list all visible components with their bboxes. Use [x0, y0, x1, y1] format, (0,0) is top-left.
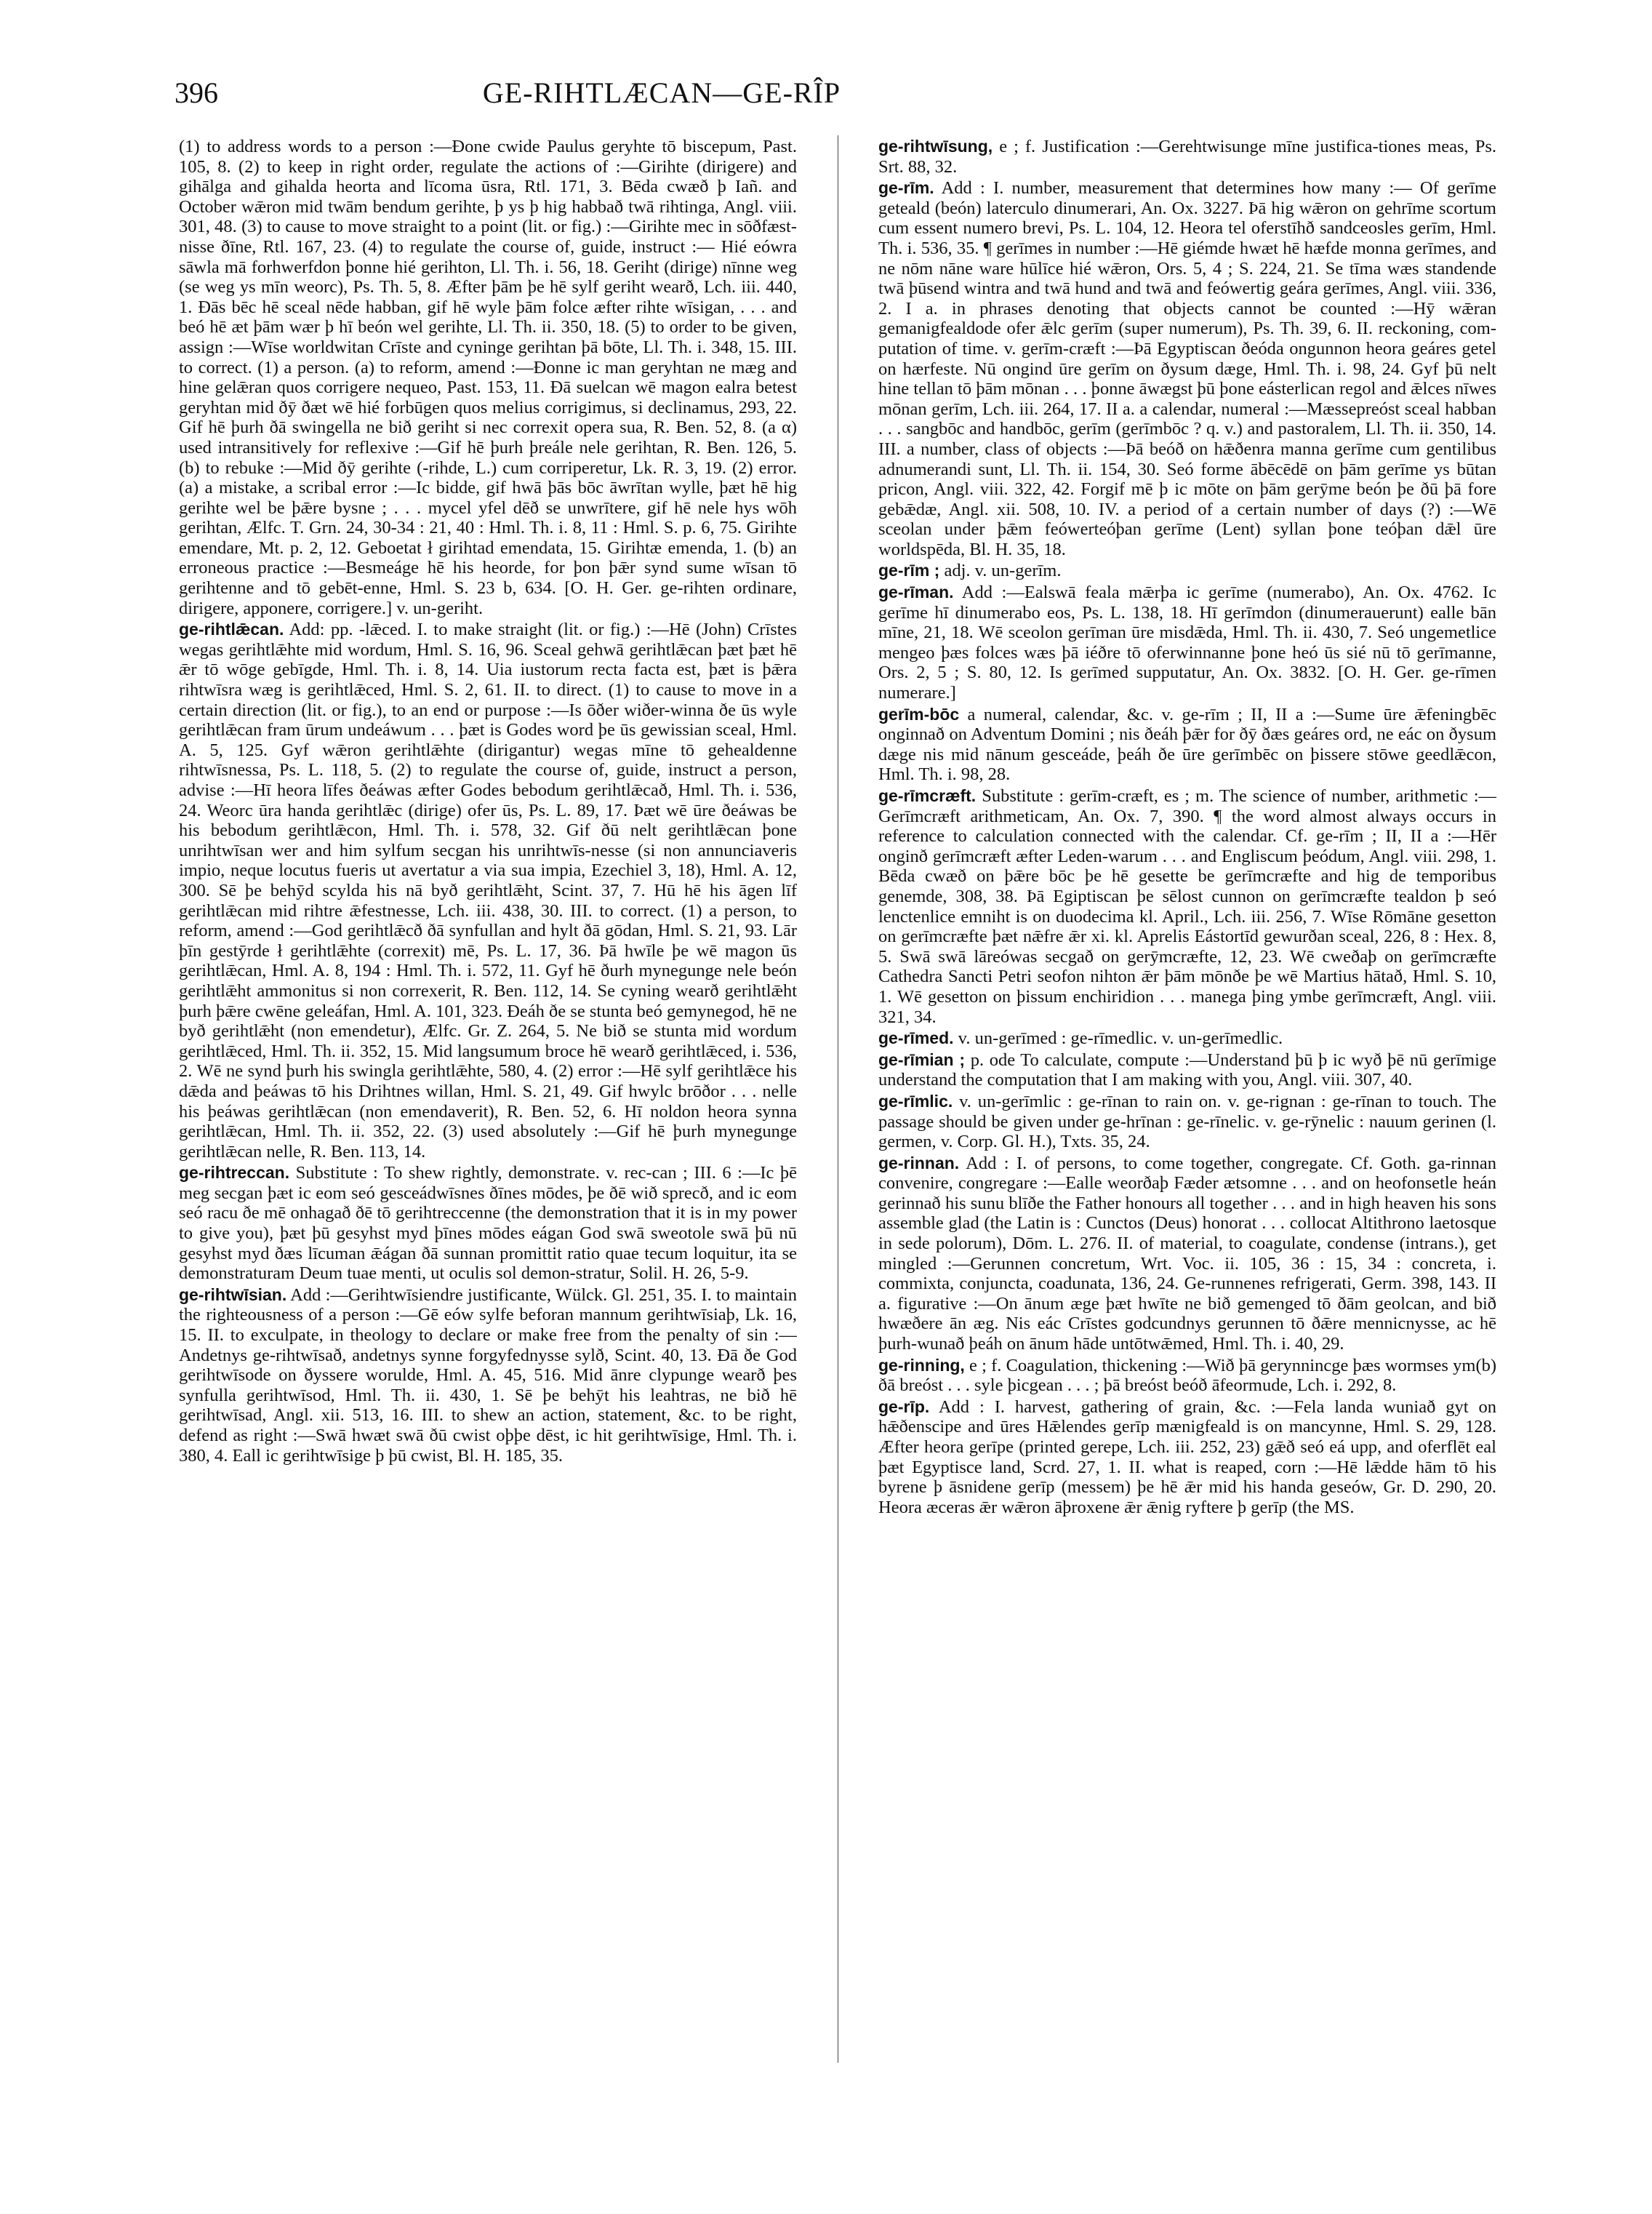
entry-headword: ge-rīmed.	[878, 1028, 954, 1048]
entry-headword: ge-rihtlǣcan.	[179, 620, 284, 639]
entry-headword: ge-rīmcræft.	[878, 786, 977, 805]
dictionary-entry	[878, 705, 1496, 785]
entry-headword: ge-rinning,	[878, 1355, 965, 1375]
entry-text: Add : I. number, measurement that determines how many :— Of gerīme geteald (beón) laterculo dinumerari, An. Ox. 3227. Þā hig wǣron on gehrīme scortum cum essent numero brevi, Ps. L. 104, 12. Heora tel oferstīhð sandceosles gerīm, Hml. Th. i. 536, 35. ¶ gerīmes in number :—Hē giémde hwæt hē hæfde monna gerīmes, and ne nōm nāne ware hūlīce hié wǣron, Ors. 5, 4 ; S. 224, 21. Se tīma wæs standende twā þūsend wintra and twā hund and twā and feówertig geára gerīmes, Angl. viii. 336, 2. I a. in phrases denoting that objects cannot be counted :—Hȳ wǣran gemanigfealdode ofer ǣlc gerīm (super numerum), Ps. Th. 39, 6. II. reckoning, com-putation of time. v. gerīm-cræft :—Þā Egyptiscan ðeóda ongunnon heora geáres getel on hærfeste. Nū ongind ūre gerīm on ðysum dæge, Hml. Th. i. 98, 24. Gyf þū nelt hine tellan tō þām mōnan . . . þonne āwægst þū þone eásterlican regol and ǣlces nīwes mōnan gerīm, Lch. iii. 264, 17. II a. a calendar, numeral :—Mæssepreóst sceal habban . . . sangbōc and handbōc, gerīm (gerīmbōc ? q. v.) and pastoralem, Ll. Th. ii. 350, 14. III. a number, class of objects :—Þā beóð on hǣðenra manna gerīme cum gentilibus adnumerandi sunt, Ll. Th. ii. 154, 30. Seó forme ābēcēdē on þām gerīme ys būtan pricon, Angl. viii. 322, 42. Forgif mē þ ic mōte on þām gerȳme beón þe ðū þā fore gebǣdæ, Angl. xii. 508, 10. IV. a period of a certain number of days (?) :—Wē sceolan under þǣm feówerteóþan gerīme (Lent) syllan þone teóþan dǣl ūre worldspēda, Bl. H. 35, 18.	[878, 178, 1496, 559]
entry-headword: ge-rinnan.	[878, 1153, 960, 1172]
entry-headword: ge-rīmlic.	[878, 1091, 953, 1111]
entry-text: Add : I. harvest, gathering of grain, &c. :—Fela landa wuniað gyt on hǣðenscipe and ūres Hǣlendes gerīp mænigfeald is on mancynne, Hml. S. 29, 128. Æfter heora gerīpe (printed gerepe, Lch. iii. 252, 23) gǣð seó eá upp, and oferflēt eal þæt Egyptisce land, Scrd. 27, 1. II. what is reaped, corn :—Hē lǣdde hām tō his byrene þ āsnidene gerīp (messem) þe hē ǣr mid his handa geseów, Gr. D. 290, 20. Heora æceras ǣr wǣron āþroxene ǣr ǣnig ryftere þ gerīp (the MS.	[878, 1396, 1496, 1517]
dictionary-entry	[878, 137, 1496, 177]
entry-headword: gerīm-bōc	[878, 704, 960, 724]
entry-headword: ge-rīm ;	[878, 561, 940, 580]
entry-text: Add :—Ealswā feala mǣrþa ic gerīme (numerabo), An. Ox. 4762. Ic gerīme hī dinumerabo eos, Ps. L. 138, 18. Hī gerīmdon (dinumerauerunt) ealle bān mīne, 21, 18. Wē sceolon gerīman ūre misdǣda, Hml. Th. ii. 430, 7. Seó ungemetlice mengeo þæs folces wæs þā iéðre tō oferwinnanne þone heó ūs sié nū tō gerīmanne, Ors. 2, 5 ; S. 80, 12. Is gerīmed supputatur, An. Ox. 3832. [O. H. Ger. ge-rīmen numerare.]	[878, 583, 1496, 703]
entry-headword: ge-rīman.	[878, 583, 954, 602]
dictionary-entry	[878, 583, 1496, 703]
page-header	[175, 76, 1149, 119]
entry-headword: ge-rihtwīsian.	[179, 1284, 287, 1304]
dictionary-entry	[179, 620, 797, 1162]
page-number: 396	[175, 76, 218, 109]
entry-text: a numeral, calendar, &c. v. ge-rīm ; II, II a :—Sume ūre ǣfeningbēc onginnað on Adventum Domini ; nis ðeáh þǣr for ðȳ ðæs geáres ord, ne eác on ðysum dæge nis mid nānum gesceáde, þeáh ðe ūre gerīmbēc on þissere stōwe geedlǣcon, Hml. Th. i. 98, 28.	[878, 704, 1496, 785]
right-column	[878, 135, 1496, 2055]
entry-text: Add : I. of persons, to come together, congregate. Cf. Goth. ga-rinnan convenire, congregare :—Ealle weorðaþ Fæder ætsomne . . . and on heofonsetle heán gerinnað his sunu blīðe the Father honours all together . . . and in high heaven his sons assemble glad (the Latin is : Cunctos (Deus) honorat . . . collocat Altithrono laetosque in sede polorum), Dōm. L. 276. II. of material, to coagulate, condense (intrans.), get mingled :—Gerunnen concretum, Wrt. Voc. ii. 105, 36 : 15, 34 : concreta, i. commixta, conjuncta, coadunata, 136, 24. Ge-runnenes refrigerati, Germ. 398, 143. II a. figurative :—On ānum æge þæt hwīte ne bið gemenged tō ðām geolcan, and bið hwæðere ān æg. Nis eác Crīstes godcundnys gerunnen tō ðǣre mennicnysse, ac hē þurh-wunað þeáh on ānum hāde untōtwǣmed, Hml. Th. i. 40, 29.	[878, 1153, 1496, 1354]
entry-headword: ge-rīp.	[878, 1396, 930, 1416]
entry-text: (1) to address words to a person :—Ðone cwide Paulus geryhte tō biscepum, Past. 105, 8. (2) to keep in right order, regulate the actions of :—Girihte (dirigere) and gihālga and gihalda heorta and līcoma ūsra, Rtl. 171, 3. Bēda cwæð þ Iañ. and October wǣron mid twām bendum gerihte, þ ys þ hig habbað twā rihtinga, Angl. viii. 301, 48. (3) to cause to move straight to a point (lit. or fig.) :—Girihte mec in sōðfæst-nisse ðīne, Rtl. 167, 23. (4) to regulate the course of, guide, instruct :— Hié eówra sāwla mā forhwerfdon þonne hié gerihton, Ll. Th. i. 56, 18. Geriht (dirige) nīnne weg (se weg ys mīn weorc), Ps. Th. 5, 8. Æfter þām þe hē sylf geriht wearð, Lch. iii. 440, 1. Ðās bēc hē sceal nēde habban, gif hē wyle þām folce æfter rihte wīsigan, . . . and beó hē æt þām wær þ hī beón wel gerihte, Ll. Th. ii. 350, 18. (5) to order to be given, assign :—Wīse worldwitan Crīste and cyninge gerihtan þā bōte, Ll. Th. i. 348, 15. III. to correct. (1) a person. (a) to reform, amend :—Ðonne ic man geryhtan ne mæg and hine gelǣran quos corrigere nequeo, Past. 153, 11. Ðā suelcan wē magon ealra betest geryhtan mid ðȳ ðæt wē hié forbūgen quos melius corrigimus, si declinamus, 293, 22. Gif hē þurh ðā swingella ne bið geriht si nec correxit opera sua, R. Ben. 52, 8. (a α) used intransitively for reflexive :—Gif hē þurh þreále nele gerihtan, R. Ben. 126, 5. (b) to rebuke :—Mid ðȳ gerihte (-rihde, L.) cum corriperetur, Lk. R. 3, 19. (2) error. (a) a mistake, a scribal error :—Ic bidde, gif hwā þās bōc āwrītan wylle, þæt hē hig gerihte wel be þǣre bysne ; . . . mycel yfel dēð se unwrītere, gif hē nele hys wōh gerihtan, Ælfc. T. Grn. 24, 30-34 : 21, 40 : Hml. Th. i. 8, 11 : Hml. S. p. 6, 75. Girihte emendare, Mt. p. 2, 12. Geboetat ł girihtad emendata, 15. Girihtæ emenda, 1. (b) an erroneous practice :—Besmeáge hē his heorde, for þon þǣr synd sume wīsan tō gerihtenne and tō gebēt-enne, Hml. S. 23 b, 634. [O. H. Ger. ge-rihten ordinare, dirigere, apponere, corrigere.] v. un-geriht.	[179, 137, 797, 618]
entry-text: Substitute : To shew rightly, demonstrate. v. rec-can ; III. 6 :—Ic þē meg secgan þæt ic eom seó gesceádwīsnes ðīnes mōdes, þe ðē wið sprecð, and ic eom seó racu ðe mē onhagað ðē tō gerihtreccenne (the demonstration that it is in my power to give you), þæt þū gesyhst myd þīnes mōdes eágan God swā sweotole swā þū nū gesyhst myd ðæs līcuman ǣágan ðā sunnan promittit ratio quae tecum loquitur, ita se demonstraturam Deum tuae menti, ut oculis sol demon-stratur, Solil. H. 26, 5-9.	[179, 1163, 797, 1284]
dictionary-entry	[878, 1154, 1496, 1354]
dictionary-entry	[878, 561, 1496, 581]
entry-text: p. ode To calculate, compute :—Understand þū þ ic wyð þē nū gerīmige understand the computation that I am making with you, Angl. viii. 307, 40.	[878, 1050, 1496, 1090]
dictionary-entry	[878, 1050, 1496, 1090]
entry-text: Substitute : gerīm-cræft, es ; m. The science of number, arithmetic :—Gerīmcræft arithmeticam, An. Ox. 7, 390. ¶ the word almost always occurs in reference to calculation connected with the calendar. Cf. ge-rīm ; II, II a :—Hēr onginð gerīmcræft æfter Leden-warum . . . and Engliscum þeódum, Angl. viii. 298, 1. Bēda cwæð on þǣre bōc þe hē gesette be gerīmcræfte and hig de temporibus genemde, 308, 38. Þā Egiptiscan þe sēlost cunnon on gerīmcræfte tealdon þ seó lenctenlice emniht is on duodecima kl. April., Lch. iii. 256, 7. Wīse Rōmāne gesetton on gerīmcræfte þæt nǣfre ǣr xi. kl. Aprelis Eástortīd gewurðan sceal, 226, 8 : Hex. 8, 5. Swā swā lāreówas secgað on gerȳmcræfte, 12, 23. Wē cweðaþ on gerīmcræfte Cathedra Sancti Petri seofon nihton ǣr þām mōnðe þe wē Martius hātað, Hml. S. 10, 1. Wē gesetton on þissum enchiridion . . . manega þing ymbe gerīmcræft, Angl. viii. 321, 34.	[878, 786, 1496, 1027]
entry-headword: ge-rihtwīsung,	[878, 137, 993, 156]
entry-text: adj. v. un-gerīm.	[944, 561, 1062, 581]
entry-text: Add: pp. -lǣced. I. to make straight (lit. or fig.) :—Hē (John) Crīstes wegas gerihtlǣhte mid wordum, Hml. S. 16, 96. Sceal gehwā gerihtlǣcan þæt þæt hē ǣr tō wōge gebīgde, Hml. Th. i. 8, 14. Uia iustorum recta facta est, þæt is þǣra rihtwīsra wæg is gerihtlǣced, Hml. S. 2, 61. II. to direct. (1) to cause to move in a certain direction (lit. or fig.), to an end or purpose :—Is ōðer wiðer-winna ðe ūs wyle gerihtlǣcan fram ūrum undeáwum . . . þæt is Godes word þe ūs gewissian sceal, Hml. A. 5, 125. Gyf wǣron gerihtlǣhte (dirigantur) wegas mīne tō gehealdenne rihtwīsnessa, Ps. L. 118, 5. (2) to regulate the course of, guide, instruct a person, advise :—Hī heora līfes ðeáwas æfter Godes bebodum gerihtlǣcað, Hml. Th. i. 536, 24. Weorc ūra handa gerihtlǣc (dirige) ofer ūs, Ps. L. 89, 17. Þæt wē ūre ðeáwas be his bebodum gerihtlǣcon, Hml. Th. i. 578, 32. Gif ðū nelt gerihtlǣcan þone unrihtwīsan wer and him sylfum secgan his unrihtwīs-nesse (si non annunciaveris impio, neque locutus fueris ut avertatur a via sua impia, Ezechiel 3, 18), Hml. A. 12, 300. Sē þe behȳd scylda his nā byð gerihtlǣht, Scint. 37, 7. Hū hē his āgen līf gerihtlǣcan mid rihtre ǣfestnesse, Lch. iii. 438, 30. III. to correct. (1) a person, to reform, amend :—God gerihtlǣcð ðā synfullan and hylt ðā gōdan, Hml. S. 21, 93. Lār þīn gestȳrde ł gerihtlǣhte (correxit) mē, Ps. L. 17, 36. Þā hwīle þe wē magon ūs gerihtlǣcan, Hml. A. 8, 194 : Hml. Th. i. 572, 11. Gyf hē ðurh mynegunge nele beón gerihtlǣht ammonitus si non correxerit, R. Ben. 112, 14. Se cyning wearð gerihtlǣht þurh þǣre cwēne geleáfan, Hml. A. 101, 323. Ðeáh ðe se stunta beó gemynegod, hē ne byð gerihtlǣht (non emendetur), Ælfc. Gr. Z. 264, 5. Ne bið se stunta mid wordum gerihtlǣced, Hml. Th. ii. 352, 15. Mid langsumum broce hē wearð gerihtlǣced, i. 536, 2. Wē ne synd þurh his swingla gerihtlǣhte, 580, 4. (2) error :—Hē sylf gerihtlǣce his dǣda and þeáwas tō his Drihtnes willan, Hml. S. 21, 49. Gif hwylc brōðor . . . nelle his þeáwas gerihtlǣcan (non emendaverit), R. Ben. 52, 6. Hī noldon heora synna gerihtlǣcan, Hml. Th. ii. 352, 22. (3) used absolutely :—Gif hē þurh mynegunge gerihtlǣcan nelle, R. Ben. 113, 14.	[179, 620, 797, 1162]
dictionary-entry	[878, 1092, 1496, 1152]
entry-headword: ge-rīmian ;	[878, 1050, 966, 1069]
dictionary-entry	[878, 1356, 1496, 1396]
left-column	[179, 135, 797, 2055]
entry-headword: ge-rihtreccan.	[179, 1163, 290, 1183]
dictionary-entry	[878, 1028, 1496, 1049]
entry-text: e ; f. Justification :—Gerehtwisunge mīne justifica-tiones meas, Ps. Srt. 88, 32.	[878, 137, 1496, 177]
running-head: GE-RIHTLÆCAN—GE-RÎP	[482, 76, 841, 109]
entry-text: v. un-gerīmlic : ge-rīnan to rain on. v. ge-rignan : ge-rīnan to touch. The passage should be given under ge-hrīnan : ge-rīnelic. v. ge-rȳnelic : nauum gerinen (l. germen, v. Corp. Gl. H.), Txts. 35, 24.	[878, 1091, 1496, 1152]
entry-text: e ; f. Coagulation, thickening :—Wið þā gerynnincge þæs wormses ym(b) ðā breóst . . . syle þicgean . . . ; þā breóst beóð āfeormude, Lch. i. 292, 8.	[878, 1355, 1496, 1396]
dictionary-entry	[179, 137, 797, 618]
dictionary-entry	[878, 1397, 1496, 1518]
entry-text: Add :—Gerihtwīsiendre justificante, Wülck. Gl. 251, 35. I. to maintain the righteousness of a person :—Gē eów sylfe beforan mannum gerihtwīsiaþ, Lk. 16, 15. II. to exculpate, in theology to declare or make free from the penalty of sin :—Andetnys ge-rihtwīsað, andetnys synne forgyfednysse sylð, Scint. 40, 13. Ðā ðe God gerihtwīsode on ðyssere worulde, Hml. A. 45, 516. Mid ānre clypunge wearð þes synfulla gerihtwīsod, Hml. Th. ii. 430, 1. Sē þe behȳt his leahtras, ne bið hē gerihtwīsad, Angl. xii. 513, 16. III. to shew an action, statement, &c. to be right, defend as right :—Swā hwæt swā ðū cwist oþþe dēst, ic hit gerihtwīsige, Hml. Th. i. 380, 4. Eall ic gerihtwīsige þ þū cwist, Bl. H. 185, 35.	[179, 1284, 797, 1466]
dictionary-entry	[878, 786, 1496, 1027]
entry-text: v. un-gerīmed : ge-rīmedlic. v. un-gerīmedlic.	[958, 1028, 1283, 1049]
dictionary-entry	[179, 1163, 797, 1284]
entry-headword: ge-rīm.	[878, 178, 934, 198]
dictionary-entry	[179, 1285, 797, 1466]
dictionary-entry	[878, 178, 1496, 559]
dictionary-columns	[179, 135, 1496, 2063]
